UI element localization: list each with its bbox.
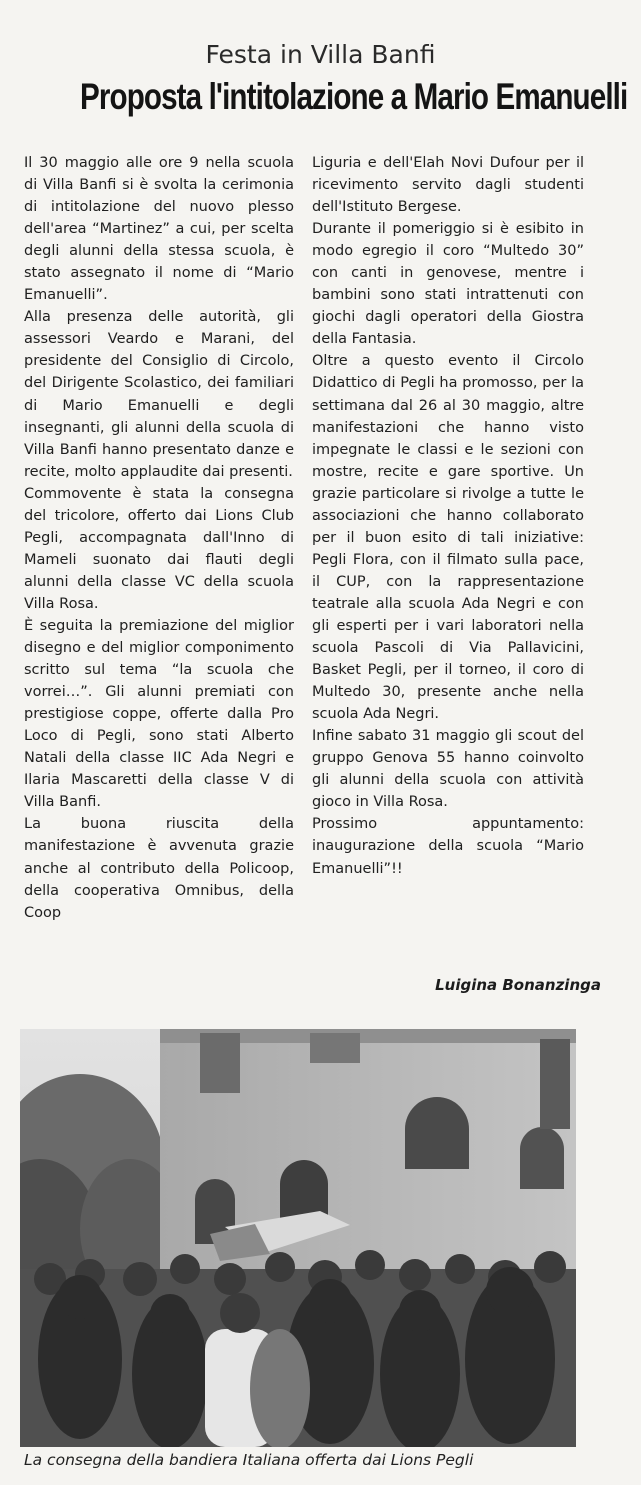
- author-byline: Luigina Bonanzinga: [435, 976, 601, 994]
- paragraph: Infine sabato 31 maggio gli scout del gruppo Genova 55 hanno coinvolto gli alunni della scuola con attività gioco in Villa Rosa.: [312, 728, 584, 811]
- paragraph: È seguita la premiazione del miglior disegno e del miglior componimento scritto sul tema “la scuola che vorrei…”. Gli alunni premiati con prestigiose coppe, offerte dalla Pro Loco di Pegli, sono stati Alberto Natali della classe IIC Ada Negri e Ilaria Mascaretti della classe V di Villa Banfi.: [24, 617, 294, 811]
- article-headline: Proposta l'intitolazione a Mario Emanuelli: [80, 76, 628, 117]
- article-kicker: Festa in Villa Banfi: [205, 40, 436, 69]
- photo-illustration: [20, 1029, 576, 1447]
- paragraph: Durante il pomeriggio si è esibito in modo egregio il coro “Multedo 30” con canti in genovese, mentre i bambini sono stati intrattenuti con giochi dagli operatori della Giostra della Fantasia.: [312, 221, 584, 348]
- article-column-left: [24, 152, 294, 924]
- paragraph: Il 30 maggio alle ore 9 nella scuola di Villa Banfi si è svolta la cerimonia di intitolazione del nuovo plesso dell'area “Martinez” a cui, per scelta degli alunni della stessa scuola, è stato assegnato il nome di “Mario Emanuelli”.: [24, 155, 294, 304]
- article-column-right: [312, 152, 584, 880]
- paragraph: Oltre a questo evento il Circolo Didattico di Pegli ha promosso, per la settimana dal 26 al 30 maggio, altre manifestazioni che hanno visto impegnate le classi e le sezioni con mostre, recite e gare sportive. Un grazie particolare si rivolge a tutte le associazioni che hanno collaborato per il buon esito di tali iniziative: Pegli Flora, con il filmato sulla pace, il CUP, con la rappresentazione teatrale alla scuola Ada Negri e con gli esperti per i vari laboratori nella scuola Pascoli di Via Pallavicini, Basket Pegli, per il torneo, il coro di Multedo 30, presente anche nella scuola Ada Negri.: [312, 353, 584, 723]
- article-photo: [20, 1029, 576, 1447]
- photo-caption: La consegna della bandiera Italiana offerta dai Lions Pegli: [24, 1451, 474, 1469]
- paragraph: Alla presenza delle autorità, gli assessori Veardo e Marani, del presidente del Consiglio di Circolo, del Dirigente Scolastico, dei familiari di Mario Emanuelli e degli insegnanti, gli alunni della scuola di Villa Banfi hanno presentato danze e recite, molto applaudite dai presenti.: [24, 309, 294, 480]
- paragraph: Prossimo appuntamento: inaugurazione della scuola “Mario Emanuelli”!!: [312, 816, 584, 877]
- paragraph: Commovente è stata la consegna del tricolore, offerto dai Lions Club Pegli, accompagnata dall'Inno di Mameli suonato dai flauti degli alunni della classe VC della scuola Villa Rosa.: [24, 485, 294, 612]
- paragraph: Liguria e dell'Elah Novi Dufour per il ricevimento servito dagli studenti dell'Istituto Bergese.: [312, 155, 584, 216]
- paragraph: La buona riuscita della manifestazione è avvenuta grazie anche al contributo della Policoop, della cooperativa Omnibus, della Coop: [24, 816, 294, 921]
